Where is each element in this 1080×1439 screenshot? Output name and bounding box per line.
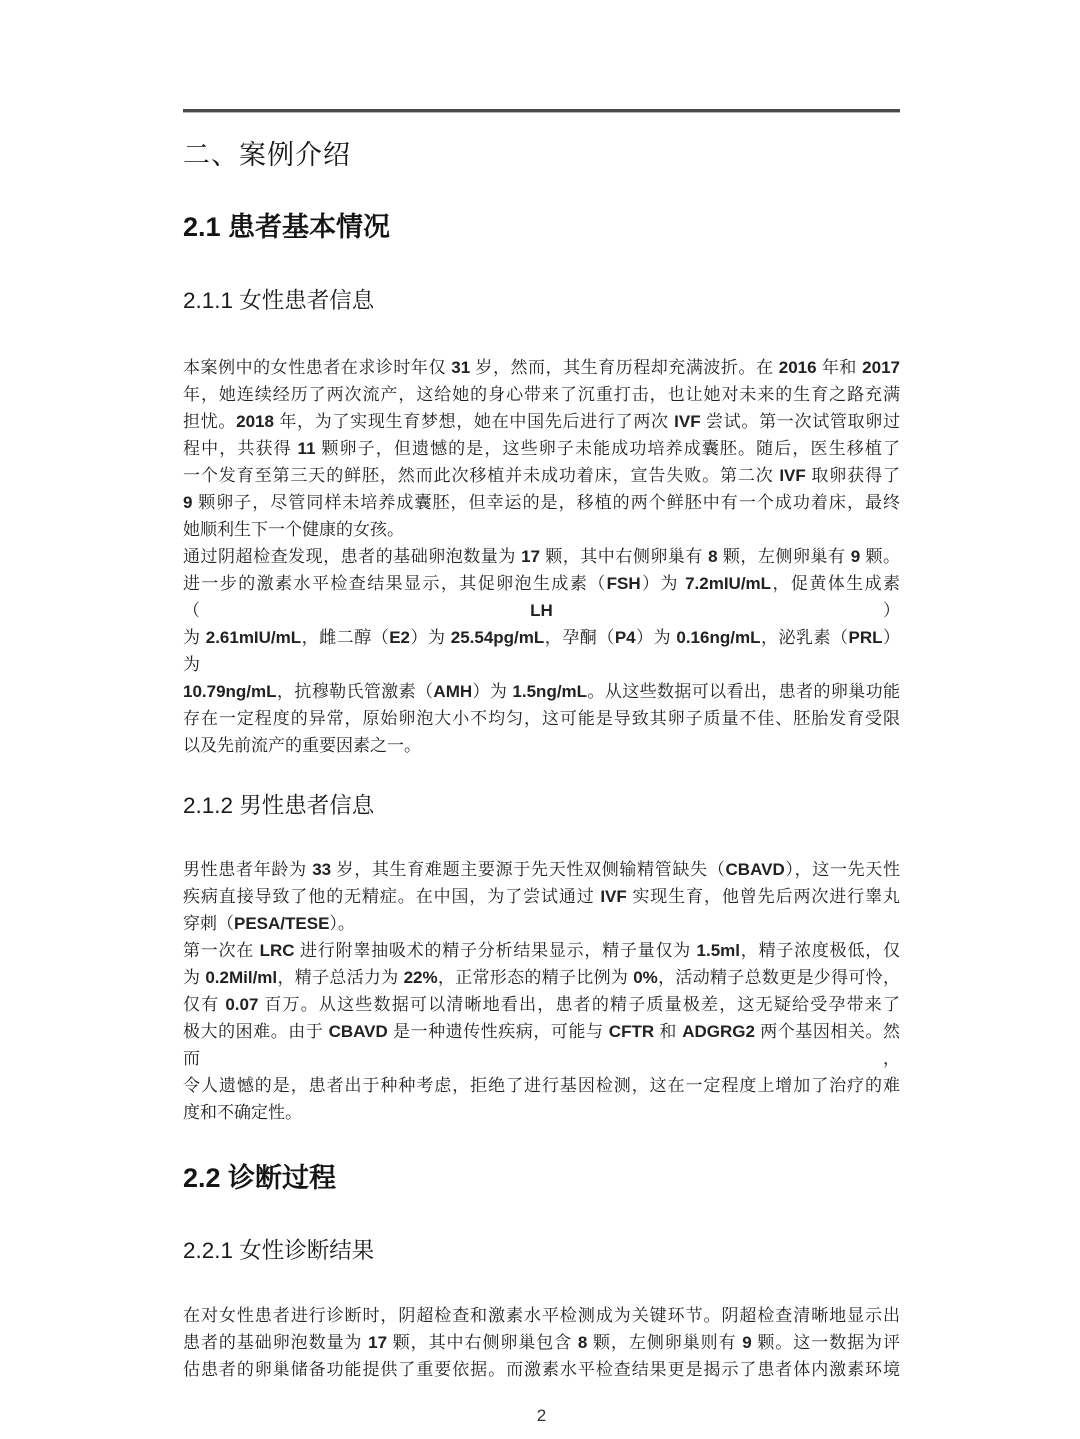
paragraph-line: 第一次在 LRC 进行附睾抽吸术的精子分析结果显示，精子量仅为 1.5ml，精子浓度极低，仅 [183, 941, 900, 960]
paragraph-line: 在对女性患者进行诊断时，阴超检查和激素水平检测成为关键环节。阴超检查清晰地显示出 [183, 1306, 900, 1325]
document-content [183, 109, 900, 1428]
paragraph-female-history [183, 354, 900, 543]
paragraph-male-sperm-analysis [183, 937, 900, 1126]
section-2-2-heading: 2.2 诊断过程 [183, 1163, 337, 1193]
paragraph-line: 她顺利生下一个健康的女孩。 [183, 520, 404, 539]
paragraph-line: 仅有 0.07 百万。从这些数据可以清晰地看出，患者的精子质量极差，这无疑给受孕带来了 [183, 995, 900, 1014]
paragraph-line: 疾病直接导致了他的无精症。在中国，为了尝试通过 IVF 实现生育，他曾先后两次进行睾丸 [183, 887, 900, 906]
paragraph-line: 男性患者年龄为 33 岁，其生育难题主要源于先天性双侧输精管缺失（CBAVD），这一先天性 [183, 860, 900, 879]
paragraph-line: 患者的基础卵泡数量为 17 颗，其中右侧卵巢包含 8 颗，左侧卵巢则有 9 颗。这一数据为评 [183, 1333, 900, 1352]
paragraph-line: 本案例中的女性患者在求诊时年仅 31 岁，然而，其生育历程却充满波折。在 2016 年和 2017 [183, 358, 900, 377]
paragraph-line: 为 0.2Mil/ml，精子总活力为 22%，正常形态的精子比例为 0%，活动精子总数更是少得可怜， [183, 968, 900, 987]
paragraph-line: 9 颗卵子，尽管同样未培养成囊胚，但幸运的是，移植的两个鲜胚中有一个成功着床，最终 [183, 493, 900, 512]
paragraph-line: 存在一定程度的异常，原始卵泡大小不均匀，这可能是导致其卵子质量不佳、胚胎发育受限 [183, 709, 900, 728]
paragraph-line: 程中，共获得 11 颗卵子，但遗憾的是，这些卵子未能成功培养成囊胚。随后，医生移植了 [183, 439, 900, 458]
paragraph-line: 穿刺（PESA/TESE）。 [183, 914, 355, 933]
page-number: 2 [536, 1406, 547, 1425]
paragraph-female-diagnosis [183, 1302, 900, 1383]
paragraph-female-exam [183, 543, 900, 759]
paragraph-line: 一个发育至第三天的鲜胚，然而此次移植并未成功着床，宣告失败。第二次 IVF 取卵获得了 [183, 466, 900, 485]
subsection-2-2-1-heading: 2.2.1 女性诊断结果 [183, 1238, 375, 1263]
paragraph-male-history [183, 856, 900, 937]
chapter-heading: 二、案例介绍 [183, 140, 351, 170]
subsection-2-1-2-heading: 2.1.2 男性患者信息 [183, 793, 375, 818]
paragraph-line: 为 2.61mIU/mL，雌二醇（E2）为 25.54pg/mL，孕酮（P4）为 0.16ng/mL，泌乳素（PRL）为 [183, 628, 901, 674]
top-rule [183, 109, 900, 113]
paragraph-line: 极大的困难。由于 CBAVD 是一种遗传性疾病，可能与 CFTR 和 ADGRG2 两个基因相关。然而， [183, 1022, 900, 1068]
paragraph-line: 担忧。2018 年，为了实现生育梦想，她在中国先后进行了两次 IVF 尝试。第一次试管取卵过 [183, 412, 900, 431]
section-2-1-heading: 2.1 患者基本情况 [183, 212, 391, 242]
paragraph-line: 估患者的卵巢储备功能提供了重要依据。而激素水平检查结果更是揭示了患者体内激素环境 [183, 1360, 900, 1379]
paragraph-line: 通过阴超检查发现，患者的基础卵泡数量为 17 颗，其中右侧卵巢有 8 颗，左侧卵巢有 9 颗。 [183, 547, 900, 566]
subsection-2-1-1-heading: 2.1.1 女性患者信息 [183, 288, 375, 313]
paragraph-line: 10.79ng/mL，抗穆勒氏管激素（AMH）为 1.5ng/mL。从这些数据可以看出，患者的卵巢功能 [183, 682, 901, 701]
paragraph-line: 度和不确定性。 [183, 1103, 302, 1122]
paragraph-line: 进一步的激素水平检查结果显示，其促卵泡生成素（FSH）为 7.2mIU/mL，促黄体生成素（LH） [183, 574, 901, 620]
paragraph-line: 年，她连续经历了两次流产，这给她的身心带来了沉重打击，也让她对未来的生育之路充满 [183, 385, 900, 404]
paragraph-line: 以及先前流产的重要因素之一。 [183, 736, 421, 755]
paragraph-line: 令人遗憾的是，患者出于种种考虑，拒绝了进行基因检测，这在一定程度上增加了治疗的难 [183, 1076, 900, 1095]
